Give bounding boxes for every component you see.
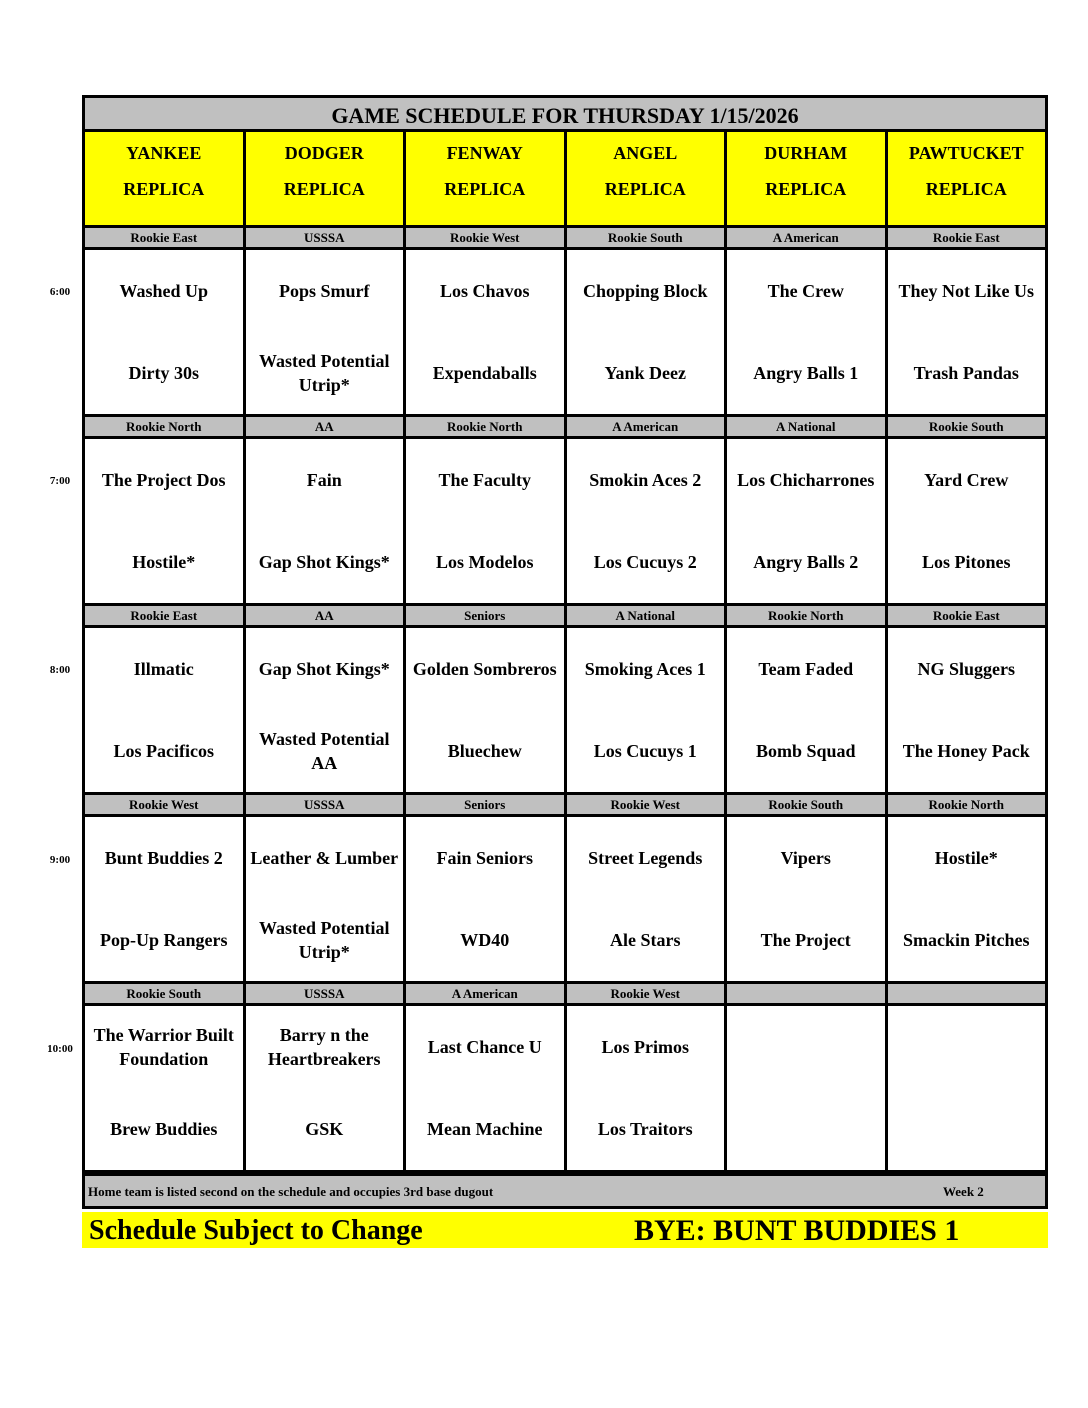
game-cell [406,439,564,603]
away-team: Smokin Aces 2 [589,470,702,490]
field-name: DURHAM [764,143,848,163]
game-row [85,439,1045,603]
field-header [406,132,564,225]
game-cell [246,439,404,603]
home-team: The Honey Pack [902,741,1030,761]
game-row [85,1006,1045,1170]
game-cell [727,250,885,414]
game-cell [888,817,1046,981]
home-team: Wasted Potential Utrip* [259,351,390,395]
away-team: Pops Smurf [278,281,370,301]
home-team: Bluechew [447,741,522,761]
game-cell [406,250,564,414]
game-row [85,250,1045,414]
field-header [85,132,243,225]
home-team: Ale Stars [610,930,681,950]
division-label: Rookie North [406,417,564,436]
away-team: Vipers [780,848,831,868]
home-team [727,1088,885,1170]
division-label: A American [567,417,725,436]
away-team: The Warrior Built Foundation [93,1025,234,1069]
home-team: Los Cucuys 2 [593,552,697,572]
home-team: The Project [760,930,851,950]
home-team: Los Pacificos [113,741,214,761]
time-label: 8:00 [49,664,71,676]
away-team: Hostile* [934,848,998,868]
division-label: Rookie East [85,228,243,247]
field-name: YANKEE [126,143,202,163]
time-label: 7:00 [49,475,71,487]
division-label: Rookie East [85,606,243,625]
away-team: Smoking Aces 1 [584,659,706,679]
game-cell [85,628,243,792]
game-cell [567,439,725,603]
week-label: Week 2 [943,1184,984,1199]
home-team: Smackin Pitches [902,930,1030,950]
field-name: PAWTUCKET [908,143,1024,163]
game-cell [85,1006,243,1170]
division-label: Rookie South [567,228,725,247]
away-team: Barry n the Heartbreakers [267,1025,381,1069]
division-label: A National [567,606,725,625]
game-cell [246,817,404,981]
home-team: Bomb Squad [755,741,856,761]
field-header [567,132,725,225]
division-label: Seniors [406,606,564,625]
game-cell [246,628,404,792]
game-cell [567,628,725,792]
field-subtitle: REPLICA [925,179,1007,199]
away-team: Last Chance U [427,1037,542,1057]
field-header [888,132,1046,225]
home-team: WD40 [460,930,510,950]
division-label: Rookie North [888,795,1046,814]
away-team: The Project Dos [101,470,226,490]
division-label: Rookie South [85,984,243,1003]
game-cell [727,628,885,792]
division-label: AA [246,417,404,436]
game-row [85,817,1045,981]
division-label: Rookie East [888,228,1046,247]
away-team [727,1006,885,1088]
home-team: Wasted Potential AA [259,729,390,773]
away-team: Los Chicharrones [737,470,875,490]
field-name: ANGEL [613,143,678,163]
field-header [246,132,404,225]
home-team [888,1088,1046,1170]
away-team: They Not Like Us [898,281,1034,301]
away-team: Team Faded [758,659,854,679]
game-cell [727,817,885,981]
away-team: Fain [306,470,342,490]
away-team: The Crew [767,281,844,301]
division-label: Rookie West [85,795,243,814]
game-cell [567,817,725,981]
division-row [85,417,1045,436]
field-name: DODGER [284,143,364,163]
home-team-note: Home team is listed second on the schedule and occupies 3rd base dugout [88,1184,494,1199]
away-team: Yard Crew [924,470,1009,490]
away-team: Los Primos [601,1037,689,1057]
game-cell [406,817,564,981]
game-cell [727,1006,885,1170]
division-label: Rookie West [406,228,564,247]
away-team: Leather & Lumber [250,848,399,868]
division-label: A American [406,984,564,1003]
game-cell [406,1006,564,1170]
away-team: Los Chavos [439,281,530,301]
away-team: Washed Up [119,281,209,301]
field-header-row [85,132,1045,225]
away-team: Illmatic [133,659,194,679]
home-team: Angry Balls 2 [753,552,859,572]
game-cell [888,250,1046,414]
field-subtitle: REPLICA [444,179,526,199]
division-label: Rookie South [888,417,1046,436]
home-team: Los Cucuys 1 [593,741,697,761]
home-team: Dirty 30s [128,363,199,383]
field-subtitle: REPLICA [765,179,847,199]
notice-banner [82,1212,1048,1248]
division-label: USSSA [246,795,404,814]
home-team: Mean Machine [427,1119,543,1139]
division-row [85,606,1045,625]
schedule-change-notice: Schedule Subject to Change [89,1215,423,1246]
division-label: Rookie South [727,795,885,814]
division-label: USSSA [246,228,404,247]
game-cell [888,628,1046,792]
home-team: Yank Deez [604,363,686,383]
home-team: Los Modelos [435,552,534,572]
division-label: Seniors [406,795,564,814]
field-subtitle: REPLICA [123,179,205,199]
game-row [85,628,1045,792]
field-name: FENWAY [446,143,523,163]
bye-notice: BYE: BUNT BUDDIES 1 [634,1214,960,1247]
time-label: 9:00 [49,854,71,866]
division-label: Rookie North [727,606,885,625]
game-cell [246,250,404,414]
time-label: 6:00 [49,286,71,298]
division-row [85,228,1045,247]
division-label: A American [727,228,885,247]
game-cell [85,439,243,603]
home-team: Expendaballs [432,363,537,383]
away-team: Bunt Buddies 2 [104,848,223,868]
footer-bar [85,1176,1045,1206]
division-row [85,795,1045,814]
home-team: Brew Buddies [110,1119,218,1139]
field-header [727,132,885,225]
game-cell [406,628,564,792]
away-team: Golden Sombreros [412,659,557,679]
division-label: Rookie East [888,606,1046,625]
away-team: Chopping Block [582,281,708,301]
division-label [888,984,1046,1003]
away-team: Street Legends [588,848,703,868]
home-team: GSK [305,1119,344,1139]
home-team: Pop-Up Rangers [99,930,228,950]
home-team: Wasted Potential Utrip* [259,918,390,962]
home-team: Los Pitones [921,552,1011,572]
game-cell [888,1006,1046,1170]
division-label: AA [246,606,404,625]
game-cell [85,250,243,414]
away-team: The Faculty [438,470,531,490]
division-label: A National [727,417,885,436]
division-label: Rookie West [567,984,725,1003]
home-team: Trash Pandas [913,363,1019,383]
division-label [727,984,885,1003]
field-subtitle: REPLICA [283,179,365,199]
schedule-title: GAME SCHEDULE FOR THURSDAY 1/15/2026 [85,98,1045,132]
home-team: Angry Balls 1 [753,363,859,383]
home-team: Gap Shot Kings* [258,552,390,572]
away-team: Gap Shot Kings* [258,659,390,679]
away-team [888,1006,1046,1088]
schedule-table [82,95,1048,1209]
division-label: Rookie West [567,795,725,814]
game-cell [888,439,1046,603]
game-cell [246,1006,404,1170]
home-team: Los Traitors [597,1119,693,1139]
game-cell [567,250,725,414]
game-cell [85,817,243,981]
game-cell [567,1006,725,1170]
division-label: Rookie North [85,417,243,436]
game-cell [727,439,885,603]
time-label: 10:00 [47,1043,73,1055]
division-row [85,984,1045,1003]
away-team: Fain Seniors [436,848,533,868]
away-team: NG Sluggers [917,659,1015,679]
home-team: Hostile* [132,552,196,572]
field-subtitle: REPLICA [604,179,686,199]
division-label: USSSA [246,984,404,1003]
